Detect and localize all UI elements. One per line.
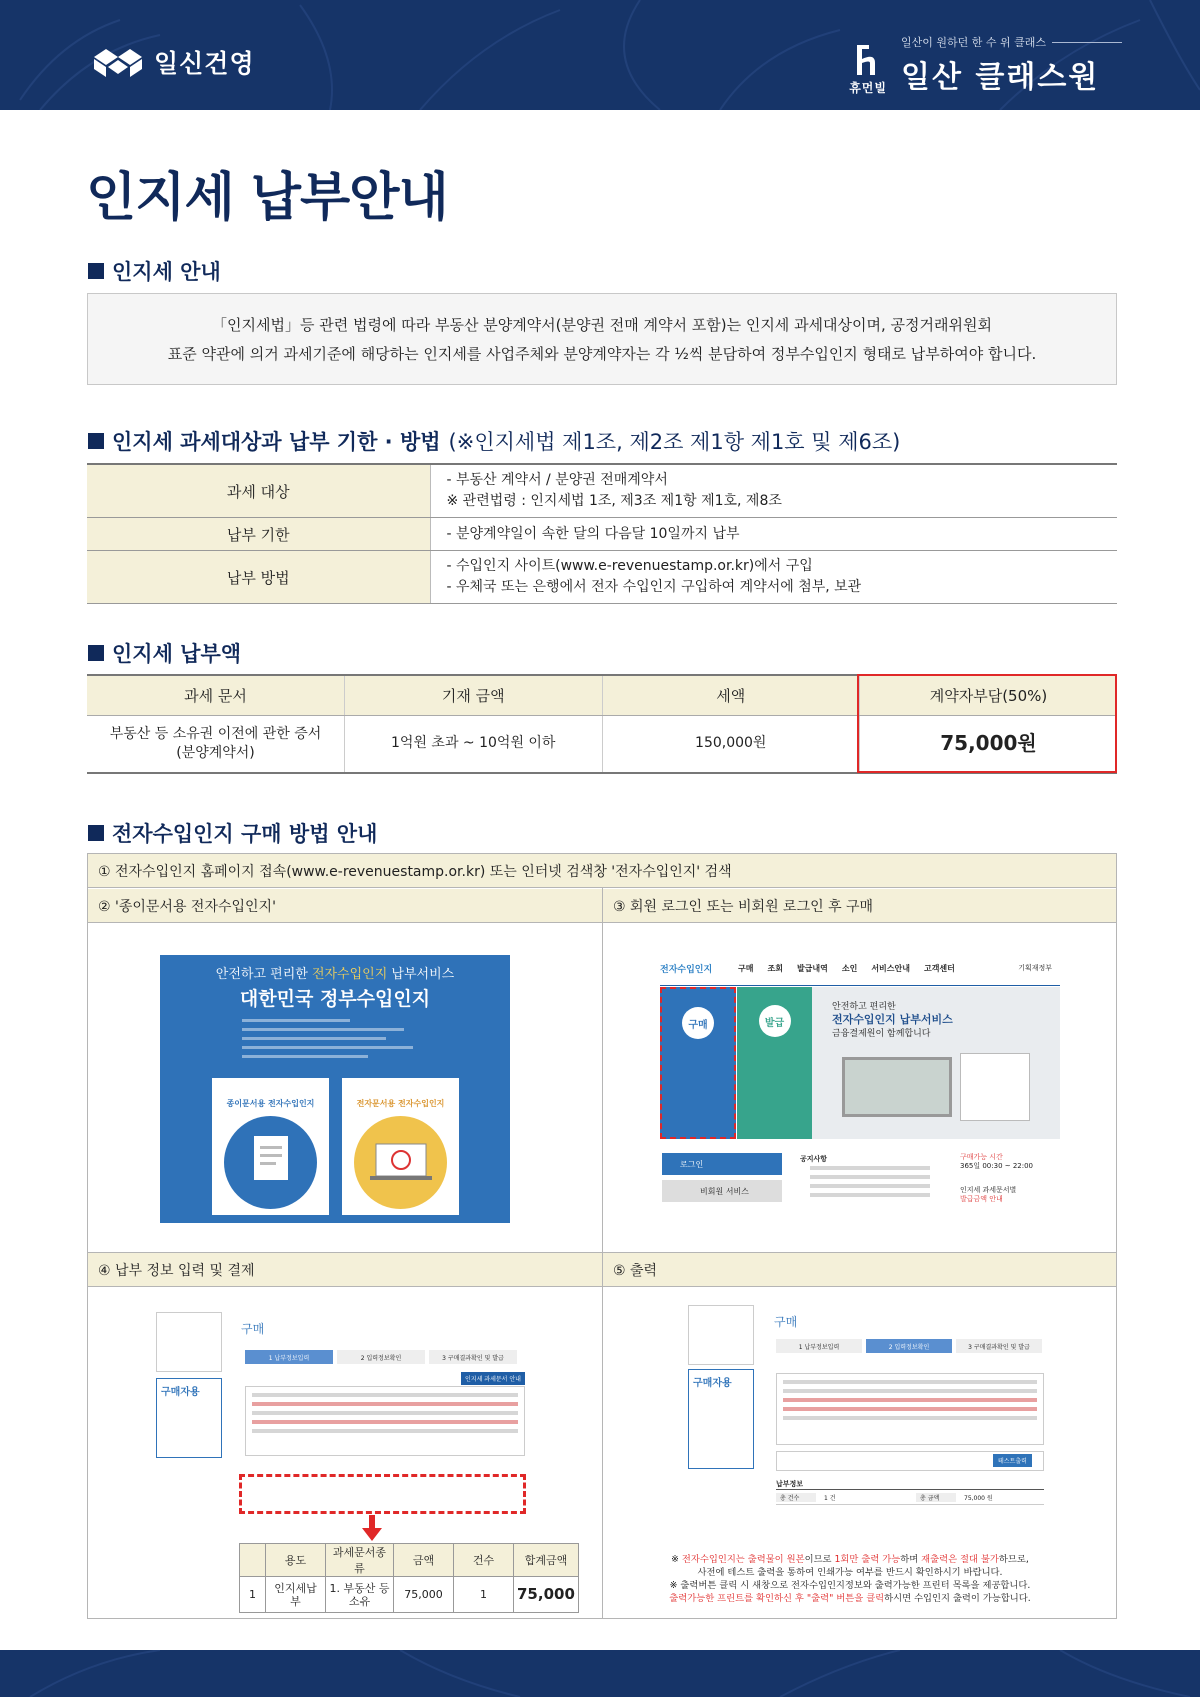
square-bullet-icon: [88, 263, 104, 279]
test-print-button[interactable]: 테스트출력: [993, 1454, 1032, 1467]
humanvill-logo-icon: [853, 43, 883, 77]
humanvill-name: 휴먼빌: [849, 81, 887, 95]
table-row: 납부 기한 - 분양계약일이 속한 달의 다음달 10일까지 납부: [87, 518, 1117, 551]
slogan-text: 일산이 원하던 한 수 위 클래스: [901, 36, 1046, 49]
law-reference: (※인지세법 제1조, 제2조 제1항 제1호 및 제6조): [448, 430, 901, 454]
arrow-down-icon: [362, 1515, 382, 1541]
paper-stamp-card[interactable]: 종이문서용 전자수입인지: [212, 1078, 329, 1215]
electronic-stamp-card[interactable]: 전자문서용 전자수입인지: [342, 1078, 459, 1215]
bottom-banner: [0, 1650, 1200, 1697]
table-row: 납부 방법 - 수입인지 사이트(www.e-revenuestamp.or.kr)에서 구입 - 우체국 또는 은행에서 전자 수입인지 구입하여 계약서에 첨부, 보관: [87, 551, 1117, 604]
highlight-box: [857, 674, 1117, 773]
square-bullet-icon: [88, 645, 104, 661]
payment-info-screenshot: 구매자용 구매 1 납부정보입력 2 입력정보확인 3 구매결과확인 및 발급 인지세 과세문서 안내: [153, 1310, 533, 1460]
login-button[interactable]: 로그인: [662, 1153, 782, 1175]
table-row: 부동산 등 소유권 이전에 관한 증서 (분양계약서) 1억원 초과 ~ 10억원 이하 150,000원 75,000원: [87, 715, 1117, 773]
laptop-stamp-icon: [354, 1116, 447, 1209]
step-3: ③ 회원 로그인 또는 비회원 로그인 후 구매: [603, 889, 1116, 923]
row-label: 과세 대상: [87, 464, 430, 518]
intro-line-2: 표준 약관에 의거 과세기준에 해당하는 인지세를 사업주체와 분양계약자는 각 ½씩 분담하여 정부수입인지 형태로 납부하여야 합니다.: [167, 345, 1037, 363]
square-bullet-icon: [88, 825, 104, 841]
table-row: 과세 대상 - 부동산 계약서 / 분양권 전매계약서 ※ 관련법령 : 인지세법 1조, 제3조 제1항 제1호, 제8조: [87, 464, 1117, 518]
step-4: ④ 납부 정보 입력 및 결제: [88, 1253, 602, 1287]
leaf-pattern: [0, 1650, 1200, 1697]
row-label: 납부 기한: [87, 518, 430, 551]
ilsin-logo: [92, 44, 255, 80]
buy-tile[interactable]: 구매: [660, 987, 736, 1139]
section-heading-stamp-tax-guide: 인지세 안내: [88, 256, 221, 286]
step-5: ⑤ 출력: [603, 1253, 1116, 1287]
row-label: 납부 방법: [87, 551, 430, 604]
section-heading-purchase-guide: 전자수입인지 구매 방법 안내: [88, 818, 377, 848]
print-screenshot: 구매자용 구매 1 납부정보입력 2 입력정보확인 3 구매결과확인 및 발급 테스트출력 납부정보 총 건수 1 건 총 금액 75,000 원: [688, 1303, 1050, 1543]
ilsin-logo-icon: [92, 45, 144, 79]
page-title: 인지세 납부안내: [86, 168, 448, 228]
payment-result-table: 용도 과세문서종류 금액 건수 합계금액 1 인지세납부 1. 부동산 등 소유 75,000 1 75,000: [239, 1543, 579, 1613]
step-2: ② '종이문서용 전자수입인지': [88, 889, 602, 923]
print-notice: ※ 전자수입인지는 출력물이 원본이므로 1회만 출력 가능하며 재출력은 절대 불가하므로, 사전에 테스트 출력을 통하여 인쇄가능 여부를 반드시 확인하시기 바랍니다. ※ 출력버튼 클릭 시 새창으로 전자수입인지정보와 출력가능한 프린터 목록을 제공합니다. 출력가능한 프린트를 확인하신 후 "출력" 버튼을 클릭하시면 수입인지 출력이 가능합니다.: [669, 1554, 1031, 1604]
intro-line-1: 「인지세법」등 관련 법령에 따라 부동산 분양계약서(분양권 전매 계약서 포함)는 인지세 과세대상이며, 공정거래위원회: [212, 316, 992, 334]
complex-name: 일산 클래스원: [901, 60, 1100, 95]
top-banner: [0, 0, 1200, 110]
table-header-row: 과세 문서 기재 금액 세액 계약자부담(50%): [87, 675, 1117, 715]
login-page-screenshot: 전자수입인지 구매 조회 발급내역 소인 서비스안내 고객센터 기획재정부 구매 발급 안전하고 편리한 전자수입인지 납부서비스 금융결제원이 함께합니다 로그인 비회원 서비스 공지사항 구매가능 시간 365일 00:30 ~ 22:00 인지세 과세문서별 발급금액 안내: [660, 960, 1060, 1210]
ilsin-brand-name: 일신건영: [154, 49, 255, 78]
document-icon: [224, 1116, 317, 1209]
input-highlight: [239, 1474, 526, 1514]
paper-stamp-screenshot: 안전하고 편리한 전자수입인지 납부서비스 대한민국 정부수입인지 종이문서용 전자수입인지 전자문서용 전자수입인지: [160, 955, 510, 1223]
guest-service-button[interactable]: 비회원 서비스: [662, 1180, 782, 1202]
issue-tile[interactable]: 발급: [737, 987, 812, 1139]
intro-box: [87, 293, 1117, 385]
section-heading-taxable-target: 인지세 과세대상과 납부 기한 · 방법 (※인지세법 제1조, 제2조 제1항 제1호 및 제6조): [88, 426, 900, 456]
square-bullet-icon: [88, 433, 104, 449]
tax-method-table: [87, 463, 1117, 604]
contractor-share: 75,000원: [860, 715, 1118, 773]
humanvill-logo: [849, 34, 1122, 96]
section-heading-tax-amount: 인지세 납부액: [88, 638, 241, 668]
step-1: ① 전자수입인지 홈페이지 접속(www.e-revenuestamp.or.kr) 또는 인터넷 검색창 '전자수입인지' 검색: [88, 854, 1116, 888]
